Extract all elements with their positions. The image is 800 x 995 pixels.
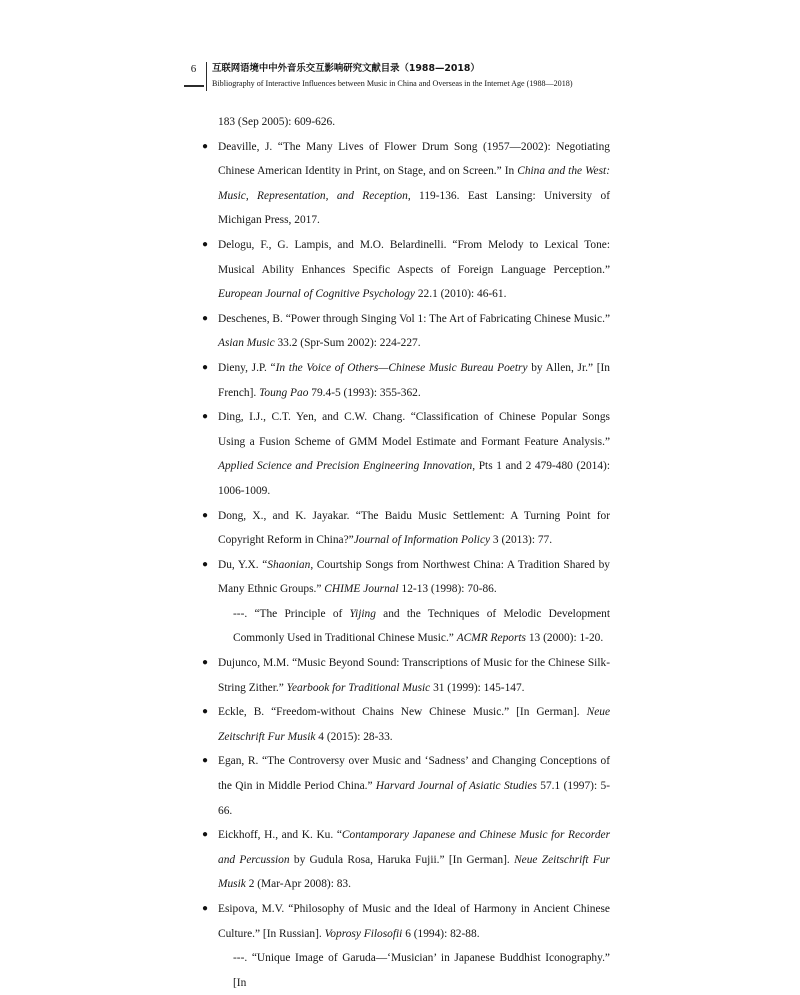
bullet-icon: ● <box>202 755 209 767</box>
running-head-divider <box>206 62 207 91</box>
citation-text: Deschenes, B. “Power through Singing Vol 1: The Art of Fabricating Chinese Music.” <box>218 312 610 325</box>
bibliography-entry-text <box>218 657 610 694</box>
bibliography-entry-text <box>218 829 610 890</box>
citation-text: 79.4-5 (1993): 355-362. <box>308 386 421 399</box>
running-head-title-english: Bibliography of Interactive Influences between Music in China and Overseas in the Internet Age (1988—2018) <box>212 79 573 88</box>
citation-text: , Courtship Songs from Northwest China: A Tradition Shared by Many Ethnic Groups.” <box>218 558 610 596</box>
citation-text: 3 (2013): 77. <box>490 534 553 547</box>
citation-text: Eickhoff, H., and K. Ku. “ <box>218 829 342 842</box>
bullet-icon: ● <box>202 509 209 521</box>
bibliography-entry-text <box>218 411 610 497</box>
citation-text: by Allen, Jr.” [In French]. <box>218 361 610 399</box>
bibliography-entry-text <box>218 239 610 300</box>
bibliography-entry <box>196 897 610 946</box>
citation-text: 4 (2015): 28-33. <box>315 730 393 743</box>
citation-title-italic: ACMR Reports <box>456 632 526 645</box>
bullet-icon: ● <box>202 829 209 841</box>
citation-text: 6 (1994): 82-88. <box>402 927 480 940</box>
bibliography-entry <box>196 823 610 897</box>
citation-text: 12-13 (1998): 70-86. <box>398 583 497 596</box>
bibliography-list <box>196 110 610 995</box>
citation-text: Dujunco, M.M. “Music Beyond Sound: Transcriptions of Music for the Chinese Silk-String Zither.” <box>218 657 610 694</box>
running-head-title-chinese: 互联网语境中中外音乐交互影响研究文献目录（1988—2018） <box>212 63 480 74</box>
citation-title-italic: In the Voice of Others—Chinese Music Bureau Poetry <box>275 361 528 374</box>
bibliography-entry <box>196 700 610 749</box>
bullet-icon: ● <box>202 706 209 718</box>
citation-title-italic: Applied Science and Precision Engineering Innovation <box>218 460 473 473</box>
citation-text: , Pts 1 and 2 479-480 (2014): 1006-1009. <box>218 460 611 497</box>
page-number: 6 <box>190 63 197 75</box>
citation-text: Dieny, J.P. “ <box>218 361 276 374</box>
citation-title-italic: Voprosy Filosofii <box>324 927 403 940</box>
bibliography-entry-text <box>218 706 610 743</box>
folio-block <box>184 62 206 87</box>
bibliography-entry <box>196 602 610 651</box>
citation-text: and the Techniques of Melodic Development Commonly Used in Traditional Chinese Music.” <box>233 607 610 645</box>
citation-title-italic: Contamporary Japanese and Chinese Music for Recorder and Percussion <box>218 829 611 866</box>
citation-text: Eckle, B. “Freedom-without Chains New Chinese Music.” [In German]. <box>218 706 587 719</box>
citation-text: , 119-136. East Lansing: University of Michigan Press, 2017. <box>218 189 610 227</box>
folio-rule <box>184 85 204 87</box>
citation-text: ---. “The Principle of <box>233 607 350 620</box>
bibliography-entry <box>196 307 610 356</box>
citation-text: 13 (2000): 1-20. <box>526 632 604 645</box>
citation-title-italic: Yijing <box>349 607 376 620</box>
citation-text: Esipova, M.V. “Philosophy of Music and the Ideal of Harmony in Ancient Chinese Culture.” [In Russian]. <box>218 903 610 940</box>
citation-title-italic: Harvard Journal of Asiatic Studies <box>375 780 537 793</box>
citation-title-italic: Neue Zeitschrift Fur Musik <box>218 706 610 743</box>
citation-text: Du, Y.X. “ <box>218 558 268 571</box>
bullet-icon: ● <box>202 361 209 373</box>
running-head <box>184 62 616 91</box>
citation-text: 2 (Mar-Apr 2008): 83. <box>245 878 351 891</box>
bibliography-entry-text <box>218 903 610 940</box>
citation-title-italic: Shaonian <box>267 558 311 571</box>
bibliography-entry-text <box>218 559 610 596</box>
citation-title-italic: Neue Zeitschrift Fur Musik <box>218 853 610 891</box>
bibliography-entry-text <box>233 952 610 989</box>
bullet-icon: ● <box>202 411 209 423</box>
bibliography-entry-text <box>218 313 610 350</box>
bibliography-entry <box>196 135 610 233</box>
citation-text: 22.1 (2010): 46-61. <box>414 288 507 301</box>
bibliography-entry <box>196 651 610 700</box>
citation-title-italic: Asian Music <box>218 337 275 350</box>
citation-text: by Gudula Rosa, Haruka Fujii.” [In German]. <box>289 853 515 866</box>
bullet-icon: ● <box>202 903 209 914</box>
citation-text: Delogu, F., G. Lampis, and M.O. Belardinelli. “From Melody to Lexical Tone: Musical Ability Enhances Specific Aspects of Foreign Language Perception.” <box>218 238 610 276</box>
bibliography-entry <box>196 553 610 602</box>
bullet-icon: ● <box>202 238 209 250</box>
bibliography-entry-text <box>218 510 610 547</box>
bibliography-entry <box>196 233 610 307</box>
bibliography-entry-text <box>233 608 610 645</box>
citation-text: 33.2 (Spr-Sum 2002): 224-227. <box>274 337 421 350</box>
bibliography-entry-text <box>218 141 610 227</box>
citation-title-italic: Journal of Information Policy <box>353 534 491 547</box>
bullet-icon: ● <box>202 312 209 324</box>
bibliography-entry <box>196 946 610 995</box>
citation-title-italic: China and the West: Music, Representation, and Reception <box>218 165 611 202</box>
citation-text: ---. “Unique Image of Garuda—‘Musician’ in Japanese Buddhist Iconography.” [In <box>233 952 610 989</box>
bullet-icon: ● <box>202 657 209 669</box>
citation-title-italic: Toung Pao <box>259 386 309 399</box>
citation-text: Dong, X., and K. Jayakar. “The Baidu Music Settlement: A Turning Point for Copyright Reform in China?” <box>218 509 610 547</box>
bibliography-entry <box>196 405 610 503</box>
bibliography-entry-text: 183 (Sep 2005): 609-626. <box>218 116 336 128</box>
bibliography-entry-text <box>218 362 610 399</box>
bibliography-entry <box>196 749 610 823</box>
citation-text: Egan, R. “The Controversy over Music and ‘Sadness’ and Changing Conceptions of the Qin in Middle Period China.” <box>218 755 610 793</box>
bibliography-entry <box>196 504 610 553</box>
citation-title-italic: CHIME Journal <box>324 583 399 596</box>
citation-text: 31 (1999): 145-147. <box>430 681 525 694</box>
citation-title-italic: European Journal of Cognitive Psychology <box>218 288 415 301</box>
bibliography-entry <box>196 356 610 405</box>
bibliography-entry-text <box>218 755 610 816</box>
running-head-titles <box>212 62 616 90</box>
bullet-icon: ● <box>202 558 209 570</box>
citation-title-italic: Yearbook for Traditional Music <box>286 681 431 694</box>
citation-text: Ding, I.J., C.T. Yen, and C.W. Chang. “Classification of Chinese Popular Songs Using a Fusion Scheme of GMM Model Estimate and Formant Feature Analysis.” <box>218 411 610 448</box>
bullet-icon: ● <box>202 140 209 152</box>
citation-text: Deaville, J. “The Many Lives of Flower Drum Song (1957—2002): Negotiating Chinese American Identity in Print, on Stage, and on Screen.” In <box>218 140 610 178</box>
bibliography-entry <box>196 110 610 135</box>
citation-text: 57.1 (1997): 5-66. <box>218 780 610 817</box>
